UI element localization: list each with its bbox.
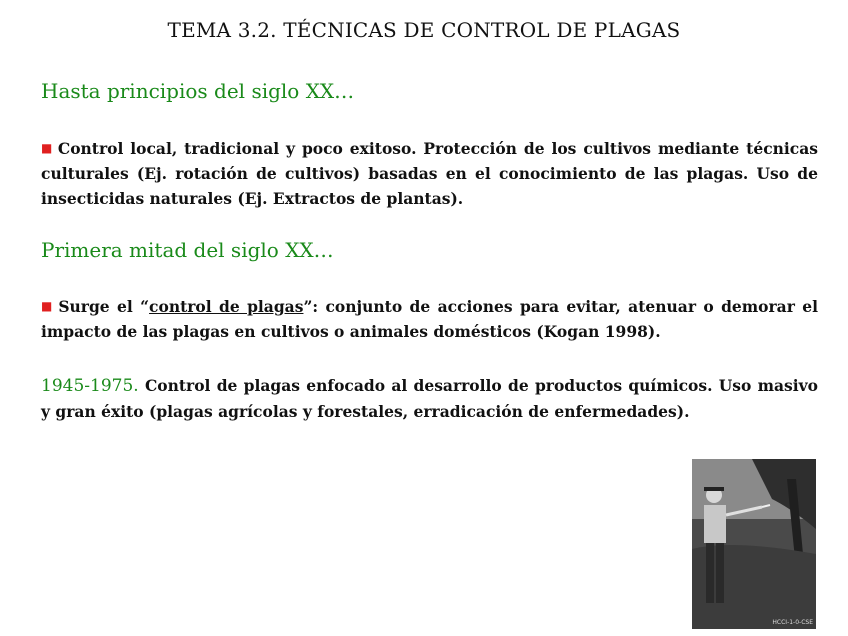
photo-credit: HCCI-1-0-CSE <box>772 619 813 626</box>
section1-paragraph <box>41 136 818 211</box>
control-de-plagas-term: control de plagas <box>149 297 304 316</box>
section2-text-before: Surge el “ <box>58 297 150 316</box>
period-label: 1945-1975. <box>41 376 139 396</box>
slide-title: TEMA 3.2. TÉCNICAS DE CONTROL DE PLAGAS <box>167 18 681 42</box>
section2-text-after: ”: conjunto de acciones para evitar, atenuar o demorar el impacto de las plagas en cultivos o animales domésticos (Kogan 1998). <box>41 297 819 341</box>
historical-spraying-photo <box>692 459 816 629</box>
section2-heading: Primera mitad del siglo XX… <box>41 238 334 262</box>
section3-text: Control de plagas enfocado al desarrollo de productos químicos. Uso masivo y gran éxito (plagas agrícolas y forestales, erradicación de enfermedades). <box>41 376 818 421</box>
section2-paragraph <box>41 294 818 344</box>
photo-illustration <box>692 459 816 629</box>
section1-heading: Hasta principios del siglo XX… <box>41 79 355 103</box>
bullet-icon: ■ <box>41 141 54 155</box>
section3-paragraph <box>41 373 818 424</box>
section1-text: Control local, tradicional y poco exitoso. Protección de los cultivos mediante técnicas culturales (Ej. rotación de cultivos) basadas en el conocimiento de las plagas. Uso de insecticidas naturales (Ej. Extractos de plantas). <box>41 139 818 208</box>
bullet-icon: ■ <box>41 299 55 313</box>
